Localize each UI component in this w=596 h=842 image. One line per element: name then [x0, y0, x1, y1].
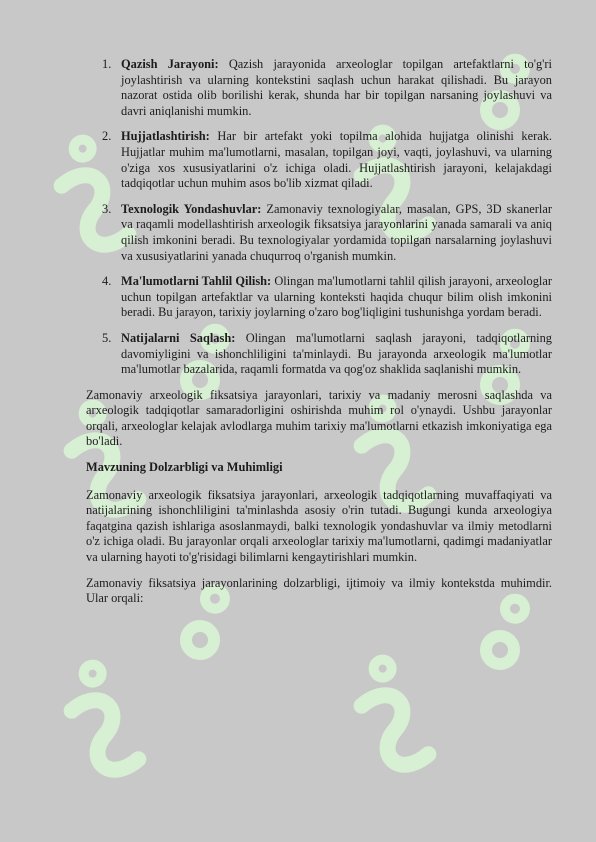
list-text: Har bir artefakt yoki topilma alohida hujjatga olinishi kerak. Hujjatlar muhim ma'lumotlarni, masalan, topilgan joyi, vaqti, joylashuvi, va ularning o'ziga xos xususiyatlarini o'z ichiga oladi. Hujjatlashtirish jarayoni, kelajakdagi tadqiqotlar uchun muhim asos bo'lib xizmat qiladi. — [121, 129, 552, 191]
body-paragraph: Zamonaviy fiksatsiya jarayonlarining dolzarbligi, ijtimoiy va ilmiy kontekstda muhimdir. Ular orqali: — [86, 575, 552, 606]
list-number: 5. — [102, 330, 112, 345]
body-paragraph: Zamonaviy arxeologik fiksatsiya jarayonlari, arxeologik tadqiqotlarning muvaffaqiyati va natijalarining ishonchliligini ta'minlashda asosiy o'rin tutadi. Bugungi kunda arxeologiya faqatgina qazish ishlariga asoslanmaydi, balki texnologik yondashuvlar va ilmiy metodlarni o'z ichiga oladi. Bu jarayonlar orqali arxeologlar tarixiy ma'lumotlarni, qadimgi madaniyatlar va ularning hayoti to'g'risidagi bilimlarni kengaytirishlari mumkin. — [86, 487, 552, 565]
list-term: Ma'lumotlarni Tahlil Qilish: — [121, 274, 272, 289]
list-term: Qazish Jarayoni: — [121, 57, 219, 71]
list-number: 1. — [102, 57, 112, 71]
list-text: Olingan ma'lumotlarni tahlil qilish jarayoni, arxeologlar uchun topilgan artefaktlar va ularning konteksti haqida chuqur bilim olish imkonini beradi. Bu jarayon, tarixiy joylarning o'zaro bog'liqligini tushunishga yordam beradi. — [121, 274, 552, 320]
list-term: Texnologik Yondashuvlar: — [121, 201, 262, 216]
document-body — [86, 57, 552, 617]
list-number: 4. — [102, 274, 112, 289]
list-term: Hujjatlashtirish: — [121, 129, 210, 144]
list-text: Qazish jarayonida arxeologlar topilgan artefaktlarni to'g'ri joylashtirish va ularning kontekstini saqlash uchun harakat qilishadi. Bu jarayon nazorat ostida olib borilishi kerak, shunda har bir topilgan narsaning joylashuvi va davri aniqlanishi mumkin. — [121, 57, 552, 118]
section-heading: Mavzuning Dolzarbligi va Muhimligi — [86, 460, 283, 475]
numbered-list — [86, 57, 552, 378]
list-number: 2. — [102, 129, 112, 144]
body-paragraph: Zamonaviy arxeologik fiksatsiya jarayonlari, tarixiy va madaniy merosni saqlashda va arxeologik tadqiqotlar samaradorligini oshirishda muhim rol o'ynaydi. Ushbu jarayonlar orqali, arxeologlar kelajak avlodlarga muhim tarixiy ma'lumotlarni etkazish imkoniyatiga ega bo'ladi. — [86, 387, 552, 449]
list-item — [86, 57, 552, 119]
list-number: 3. — [102, 201, 112, 216]
s-logo-watermark — [47, 661, 160, 779]
list-text: Olingan ma'lumotlarni saqlash jarayoni, tadqiqotlarning davomiyligini va ishonchliligini ta'minlaydi. Bu jarayonda arxeologik ma'lumotlar ma'lumotlar bazalarida, raqamli formatda va qog'oz shaklida saqlanishi mumkin. — [121, 330, 552, 377]
list-item — [86, 331, 552, 378]
list-item — [86, 274, 552, 321]
s-logo-watermark — [337, 656, 450, 774]
list-item — [86, 202, 552, 264]
list-term: Natijalarni Saqlash: — [121, 330, 236, 345]
list-item — [86, 129, 552, 191]
list-text: Zamonaviy texnologiyalar, masalan, GPS, 3D skanerlar va raqamli modellashtirish arxeologik fiksatsiya jarayonlarini yanada samarali va aniq qilish imkonini beradi. Bu texnologiyalar yordamida topilgan narsalarning joylashuvi va xususiyatlarini yanada chuqurroq o'rganish mumkin. — [121, 201, 552, 263]
